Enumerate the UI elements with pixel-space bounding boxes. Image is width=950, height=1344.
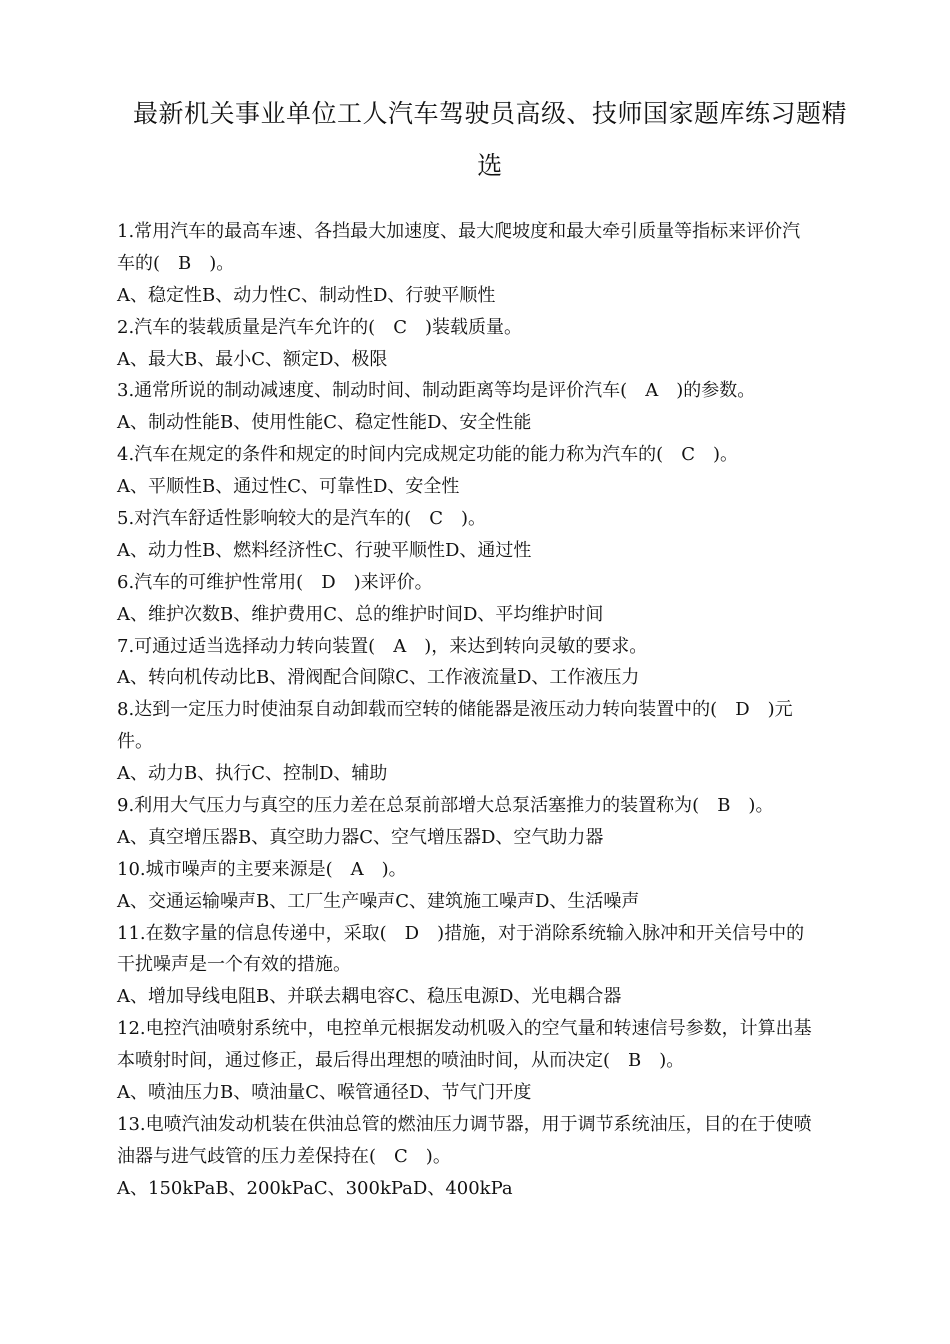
text-line: A、最大B、最小C、额定D、极限 — [117, 348, 388, 370]
text-line: 3.通常所说的制动减速度、制动时间、制动距离等均是评价汽车( A )的参数。 — [117, 380, 756, 402]
text-line: 1.常用汽车的最高车速、各挡最大加速度、最大爬坡度和最大牵引质量等指标来评价汽 — [117, 221, 801, 242]
text-line: 油器与进气歧管的压力差保持在( C )。 — [117, 1145, 451, 1167]
text-line: 10.城市噪声的主要来源是( A )。 — [117, 858, 407, 880]
text-line: 8.达到一定压力时使油泵自动卸载而空转的储能器是液压动力转向装置中的( D )元 — [117, 699, 793, 721]
text-line: A、动力性B、燃料经济性C、行驶平顺性D、通过性 — [117, 539, 532, 561]
text-line: A、增加导线电阻B、并联去耦电容C、稳压电源D、光电耦合器 — [117, 986, 622, 1008]
text-line: 9.利用大气压力与真空的压力差在总泵前部增大总泵活塞推力的装置称为( B )。 — [117, 795, 774, 817]
text-line: A、维护次数B、维护费用C、总的维护时间D、平均维护时间 — [117, 603, 604, 625]
text-line: A、平顺性B、通过性C、可靠性D、安全性 — [117, 476, 460, 498]
text-line: 4.汽车在规定的条件和规定的时间内完成规定功能的能力称为汽车的( C )。 — [117, 444, 738, 466]
text-line: 6.汽车的可维护性常用( D )来评价。 — [117, 571, 433, 593]
text-line: A、稳定性B、动力性C、制动性D、行驶平顺性 — [117, 284, 496, 306]
text-line: A、动力B、执行C、控制D、辅助 — [117, 763, 388, 785]
text-line: 本喷射时间，通过修正，最后得出理想的喷油时间，从而决定( B )。 — [117, 1050, 685, 1072]
text-line: A、真空增压器B、真空助力器C、空气增压器D、空气助力器 — [117, 826, 604, 848]
text-line: 13.电喷汽油发动机装在供油总管的燃油压力调节器，用于调节系统油压，目的在于使喷 — [117, 1113, 812, 1135]
text-line: 车的( B )。 — [117, 252, 235, 274]
text-line: 12.电控汽油喷射系统中，电控单元根据发动机吸入的空气量和转速信号参数，计算出基 — [117, 1018, 812, 1040]
text-line: A、交通运输噪声B、工厂生产噪声C、建筑施工噪声D、生活噪声 — [117, 890, 640, 912]
text-line: A、转向机传动比B、滑阀配合间隙C、工作液流量D、工作液压力 — [117, 667, 640, 689]
text-line: A、150kPaB、200kPaC、300kPaD、400kPa — [117, 1177, 513, 1199]
text-line: 5.对汽车舒适性影响较大的是汽车的( C )。 — [117, 508, 486, 530]
text-line: A、喷油压力B、喷油量C、喉管通径D、节气门开度 — [117, 1082, 532, 1104]
document-title — [110, 88, 870, 192]
title-line-1: 最新机关事业单位工人汽车驾驶员高级、技师国家题库练习题精 — [132, 99, 847, 128]
text-line: 干扰噪声是一个有效的措施。 — [117, 954, 351, 976]
question-list — [117, 216, 867, 1205]
text-line: 11.在数字量的信息传递中，采取( D )措施，对于消除系统输入脉冲和开关信号中的 — [117, 922, 805, 944]
text-line: 2.汽车的装载质量是汽车允许的( C )装载质量。 — [117, 316, 522, 338]
text-line: 件。 — [117, 731, 153, 753]
text-line: A、制动性能B、使用性能C、稳定性能D、安全性能 — [117, 412, 532, 434]
text-line: 7.可通过适当选择动力转向装置( A )，来达到转向灵敏的要求。 — [117, 635, 648, 657]
title-line-2: 选 — [477, 151, 503, 180]
